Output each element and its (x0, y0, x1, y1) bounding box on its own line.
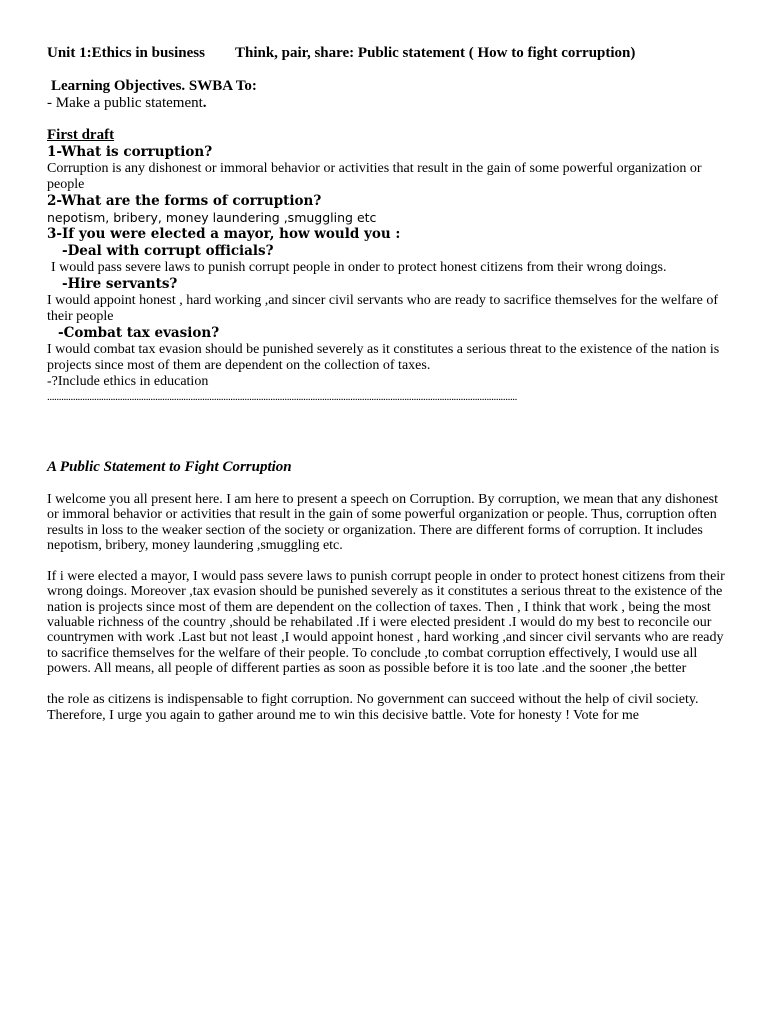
document-page (47, 44, 727, 723)
activity-title: Think, pair, share: Public statement ( How to fight corruption) (234, 45, 636, 61)
question-1: 1-What is corruption? (47, 144, 213, 160)
question-3c: -Combat tax evasion? (58, 325, 220, 341)
statement-paragraph-2: If i were elected a mayor, I would pass severe laws to punish corrupt people in onder to protect honest citizens from their wrong doings. Moreover ,tax evasion should be punished severely as it constitutes a serious threat to the existence of the nation is projects since most of them are dependent on the collection of taxes. Then , I think that work , being the most valuable richness of the country ,should be rehabilated .If i were elected president .I would do my best to reconcile our countrymen with work .Last but not least ,I would appoint honest , hard working ,and sincer civil servants who are ready to sacrifice themselves for the welfare of their people. To conclude ,to combat corruption effectively, I would use all powers. All means, all people of different parties as soon as possible before it is too late .and the sooner ,the better (47, 569, 725, 676)
answer-3a: I would pass severe laws to punish corrupt people in onder to protect honest citizens from their wrong doings. (51, 260, 667, 275)
dotted-separator: ........................................................................................................................................................................................................ (47, 391, 518, 403)
question-3a: -Deal with corrupt officials? (62, 243, 274, 259)
first-draft-heading: First draft (47, 127, 115, 143)
statement-paragraph-1: I welcome you all present here. I am here to present a speech on Corruption. By corruption, we mean that any dishonest or immoral behavior or activities that result in the gain of some powerful organization or people. Thus, corruption often results in loss to the weaker section of the society or organization. There are different forms of corruption. It includes nepotism, bribery, money laundering ,smuggling etc. (47, 492, 719, 553)
answer-3c: I would combat tax evasion should be punished severely as it constitutes a serious threat to the existence of the nation is projects since most of them are dependent on the collection of taxes. (47, 342, 720, 373)
answer-2: nepotism, bribery, money laundering ,smuggling etc (47, 210, 377, 225)
document-header (47, 44, 727, 62)
answer-3d: -?Include ethics in education (47, 374, 209, 389)
answer-3b: I would appoint honest , hard working ,and sincer civil servants who are ready to sacrifice themselves for the welfare of their people (47, 293, 718, 324)
question-2: 2-What are the forms of corruption? (47, 193, 322, 209)
statement-title: A Public Statement to Fight Corruption (47, 459, 292, 475)
objective-item: - Make a public statement. (47, 95, 207, 111)
unit-title: Unit 1:Ethics in business (47, 45, 205, 61)
answer-1: Corruption is any dishonest or immoral behavior or activities that result in the gain of some powerful organization or people (47, 161, 702, 192)
question-3: 3-If you were elected a mayor, how would you : (47, 226, 401, 242)
objectives-heading: Learning Objectives. SWBA To: (51, 78, 257, 94)
question-3b: -Hire servants? (62, 276, 178, 292)
statement-paragraph-3: the role as citizens is indispensable to fight corruption. No government can succeed without the help of civil society. Therefore, I urge you again to gather around me to win this decisive battle. Vote for honesty ! Vote for me (47, 692, 699, 723)
